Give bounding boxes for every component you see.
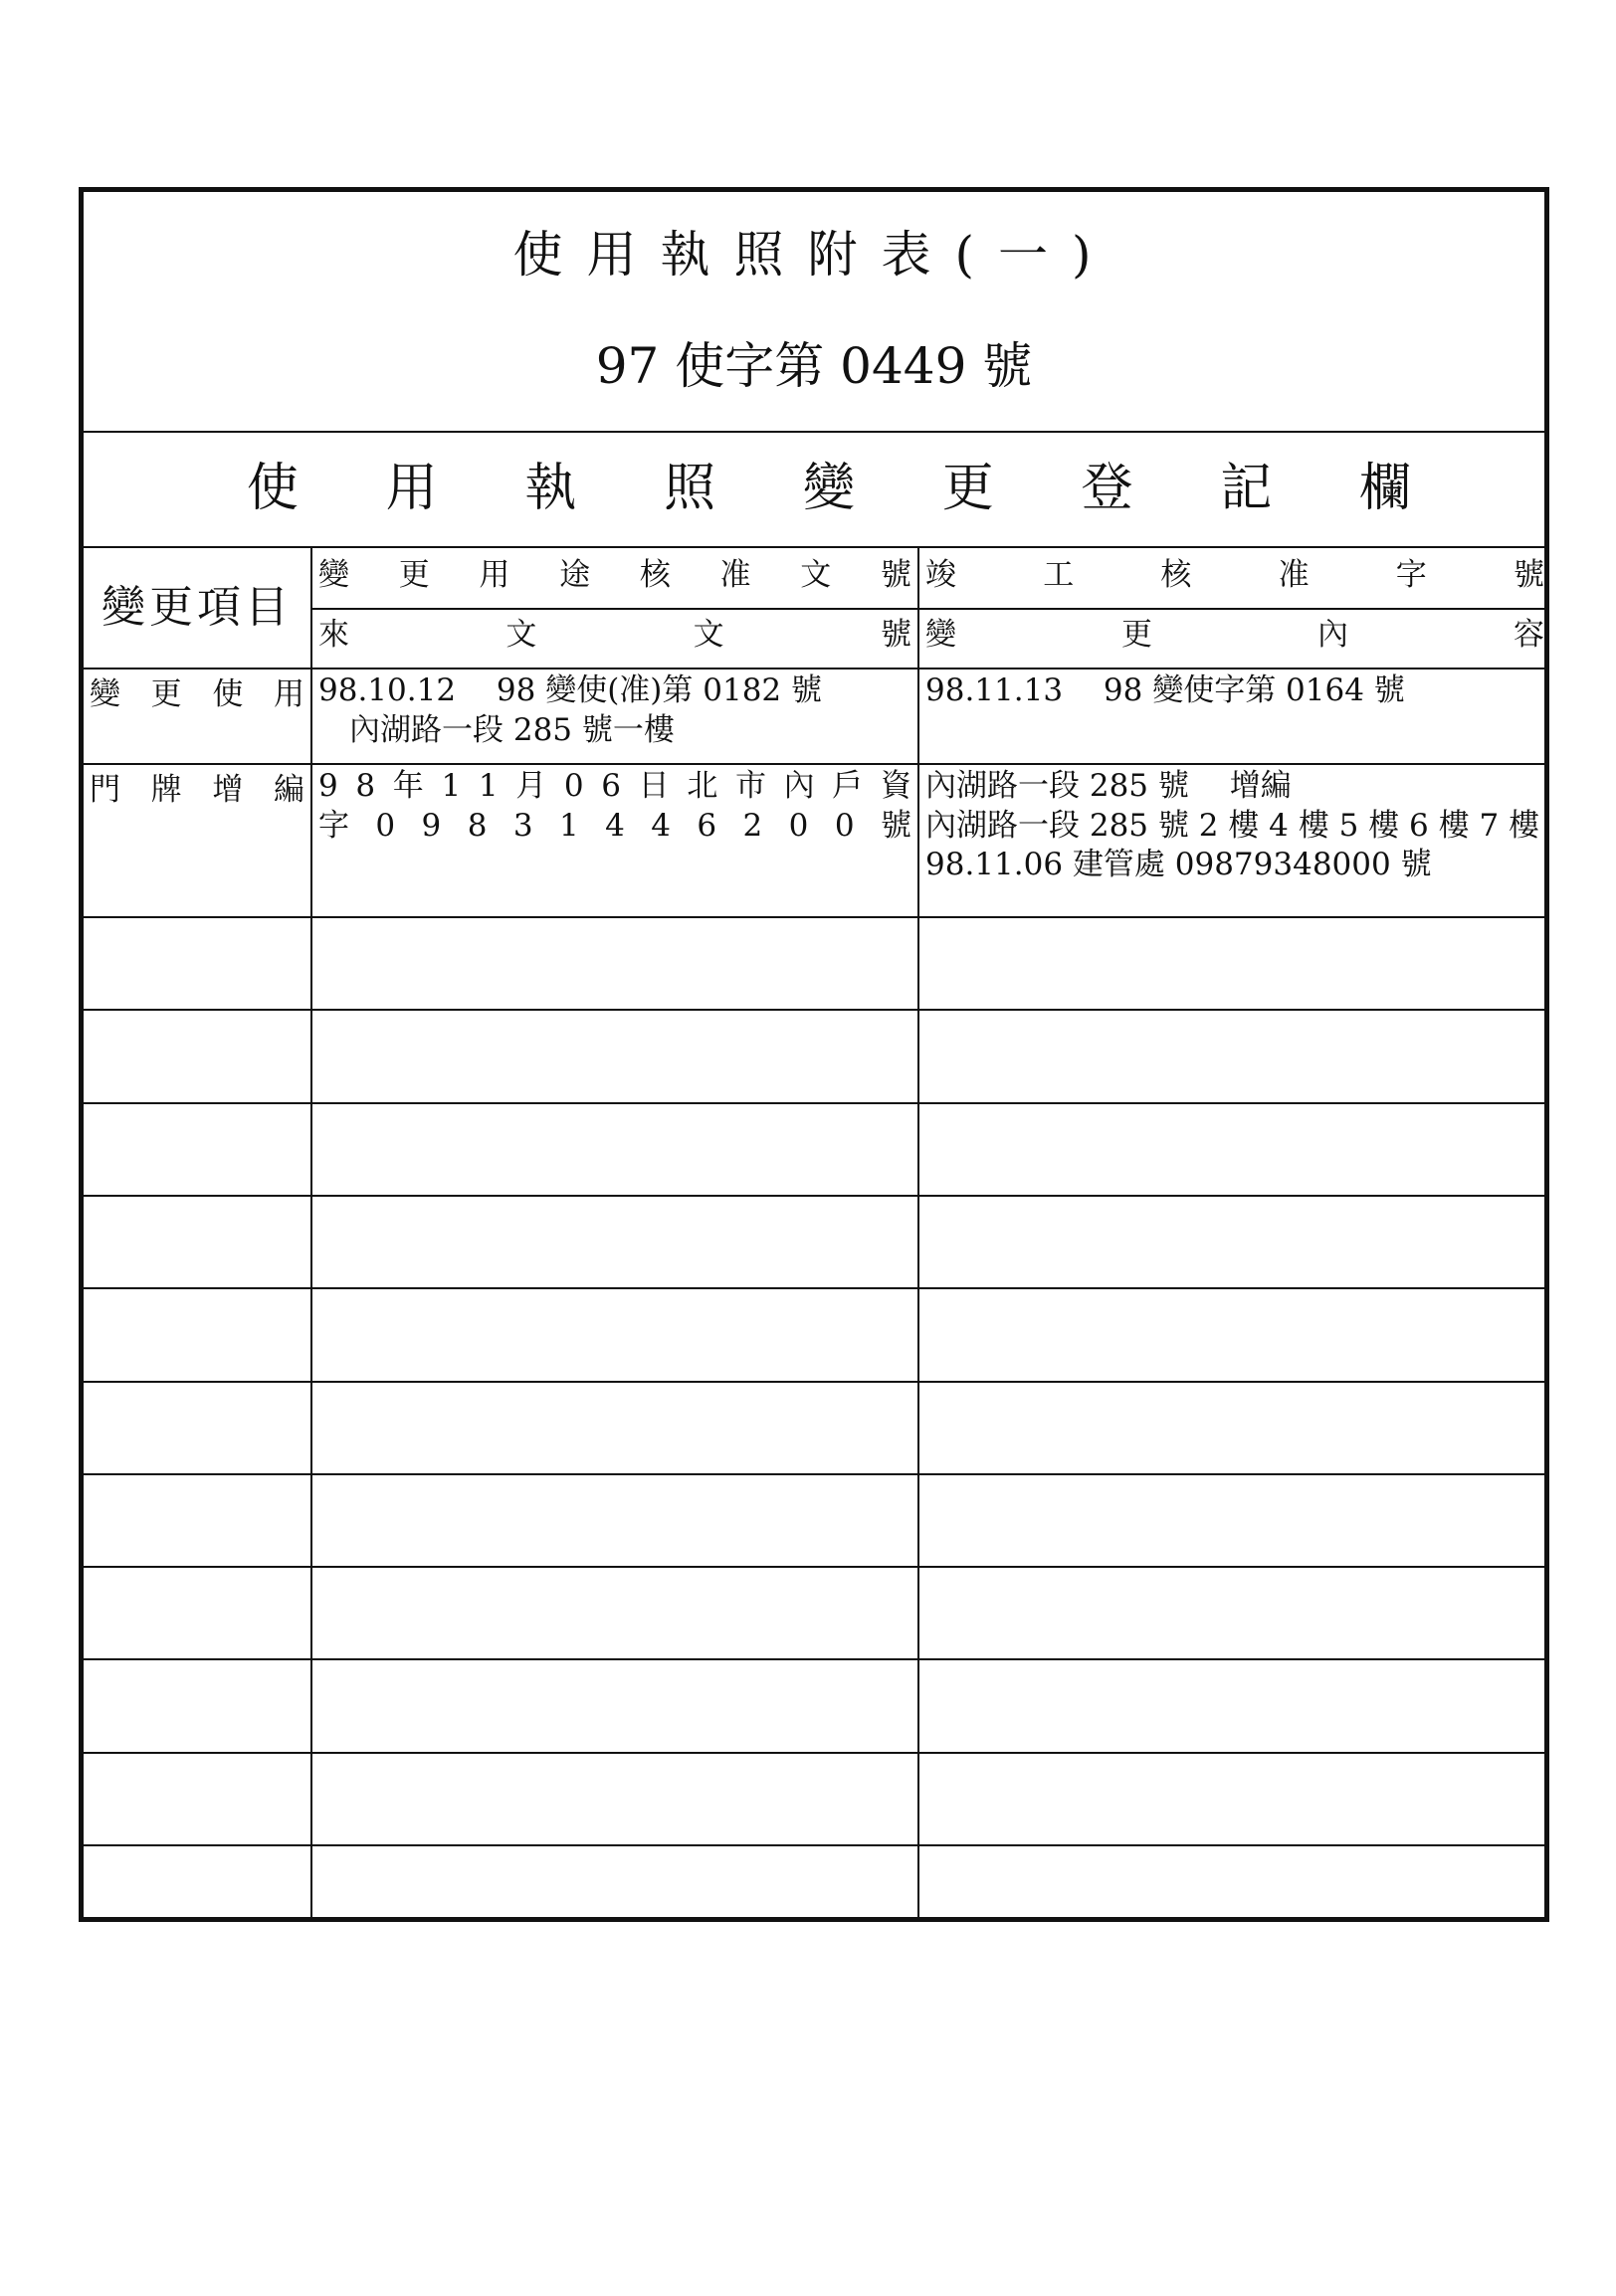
header-char: 來 — [318, 617, 349, 653]
permit-attachment-sheet — [79, 187, 1549, 1922]
header-divider — [312, 608, 1544, 610]
header-char: 文 — [693, 617, 724, 653]
header-char: 文 — [505, 617, 537, 653]
header-char: 號 — [880, 557, 911, 593]
empty-row-divider — [84, 1195, 1544, 1197]
row-doc-char: 3 — [512, 807, 533, 844]
empty-row-divider — [84, 1009, 1544, 1011]
header-char: 更 — [398, 557, 430, 593]
document-title: 使用執照附表(一) — [512, 226, 1115, 284]
row-doc-char: 資 — [880, 768, 911, 804]
row-doc-char: 8 — [355, 768, 376, 804]
empty-row-divider — [84, 1566, 1544, 1568]
row-item-char: 變 — [90, 676, 120, 712]
column-divider — [917, 548, 919, 1917]
section-title-char: 記 — [1220, 459, 1273, 518]
section-title-char: 欄 — [1359, 459, 1412, 518]
row1-right-line1: 98.11.13 98 變使字第 0164 號 — [925, 672, 1405, 708]
empty-row-divider — [84, 1287, 1544, 1289]
header-incoming-doc — [318, 616, 911, 666]
row1-item — [90, 675, 304, 723]
row-doc-char: 市 — [734, 768, 766, 804]
row-doc-char: 8 — [467, 807, 488, 844]
row1-mid-line2: 內湖路一段 285 號一樓 — [318, 711, 675, 748]
row2-item — [90, 771, 304, 819]
row-doc-char: 字 — [318, 807, 349, 844]
header-item-label: 變更項目 — [101, 581, 293, 633]
row-item-char: 門 — [90, 772, 120, 808]
row-item-char: 增 — [212, 772, 244, 808]
row-divider — [84, 668, 1544, 670]
row-doc-char: 4 — [651, 807, 671, 844]
row-doc-char: 1 — [441, 768, 462, 804]
row-doc-char: 0 — [375, 807, 396, 844]
header-char: 核 — [1160, 557, 1192, 593]
row-item-char: 編 — [273, 772, 304, 808]
row1-mid-line1: 98.10.12 98 變使(准)第 0182 號 — [318, 672, 822, 708]
row1-completion — [925, 671, 1544, 763]
header-char: 用 — [479, 557, 510, 593]
row-doc-char: 號 — [880, 807, 911, 844]
row2-right-line3: 98.11.06 建管處 09879348000 號 — [925, 847, 1432, 883]
row-doc-char: 4 — [605, 807, 625, 844]
header-char: 文 — [800, 557, 832, 593]
header-char: 容 — [1514, 617, 1544, 653]
section-title-char: 登 — [1081, 459, 1133, 518]
empty-row-divider — [84, 1102, 1544, 1104]
row-doc-char: 0 — [834, 807, 855, 844]
title-block — [84, 192, 1544, 433]
section-title-char: 用 — [385, 459, 438, 518]
row-doc-char: 戶 — [832, 768, 864, 804]
empty-row-divider — [84, 1752, 1544, 1754]
row-divider — [84, 763, 1544, 765]
row-doc-char: 內 — [783, 768, 815, 804]
row-item-char: 使 — [212, 676, 244, 712]
change-register-table — [84, 548, 1544, 1917]
row2-right-line2: 內湖路一段 285 號 2 樓 4 樓 5 樓 6 樓 7 樓 — [925, 807, 1540, 844]
row-item-char: 更 — [150, 676, 182, 712]
row-doc-char: 9 — [421, 807, 442, 844]
header-char: 變 — [318, 557, 349, 593]
header-char: 變 — [925, 617, 956, 653]
row-doc-char: 年 — [392, 768, 424, 804]
header-char: 竣 — [925, 557, 956, 593]
row-doc-char: 9 — [318, 768, 338, 804]
row-doc-char: 日 — [638, 768, 670, 804]
section-title — [84, 431, 1544, 548]
section-title-char: 使 — [246, 459, 299, 518]
empty-row-divider — [84, 1473, 1544, 1475]
row-doc-char: 北 — [687, 768, 718, 804]
header-change-content — [925, 616, 1544, 666]
header-completion-approval — [925, 556, 1544, 606]
header-char: 內 — [1317, 617, 1348, 653]
section-title-char: 變 — [802, 459, 855, 518]
row-item-char: 用 — [273, 676, 304, 712]
row-doc-char: 0 — [563, 768, 584, 804]
header-char: 准 — [1278, 557, 1310, 593]
header-approval-doc — [318, 556, 911, 606]
row2-approval-doc — [318, 767, 911, 916]
header-char: 更 — [1121, 617, 1152, 653]
header-char: 號 — [880, 617, 911, 653]
column-divider — [310, 548, 312, 1917]
row-divider — [84, 916, 1544, 918]
row2-right-line1: 內湖路一段 285 號 增編 — [925, 768, 1292, 804]
empty-row-divider — [84, 1658, 1544, 1660]
header-char: 號 — [1513, 557, 1544, 593]
header-char: 字 — [1395, 557, 1427, 593]
row-doc-char: 1 — [478, 768, 499, 804]
row-doc-char: 0 — [788, 807, 809, 844]
row1-approval-doc — [318, 671, 911, 763]
header-char: 核 — [639, 557, 671, 593]
row-doc-char: 6 — [601, 768, 621, 804]
header-char: 途 — [559, 557, 591, 593]
row-item-char: 牌 — [150, 772, 182, 808]
section-title-char: 照 — [664, 459, 716, 518]
row-doc-char: 1 — [558, 807, 579, 844]
header-char: 工 — [1043, 557, 1075, 593]
empty-row-divider — [84, 1381, 1544, 1383]
section-title-char: 執 — [524, 459, 577, 518]
header-char: 准 — [719, 557, 751, 593]
row-doc-char: 6 — [697, 807, 717, 844]
empty-row-divider — [84, 1844, 1544, 1846]
permit-number: 97 使字第 0449 號 — [595, 337, 1033, 395]
row-doc-char: 月 — [515, 768, 547, 804]
row2-completion — [925, 767, 1544, 916]
row-doc-char: 2 — [742, 807, 763, 844]
section-title-char: 更 — [941, 459, 994, 518]
